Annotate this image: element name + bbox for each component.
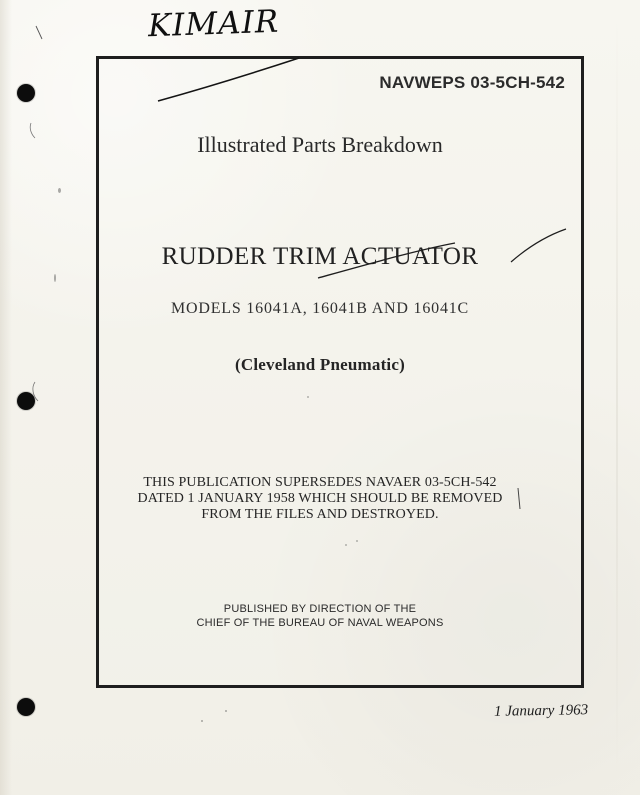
- supersession-line: DATED 1 JANUARY 1958 WHICH SHOULD BE REMOVED: [137, 491, 503, 506]
- left-tick-mark: [36, 26, 42, 39]
- supersession-line: THIS PUBLICATION SUPERSEDES NAVAER 03-5CH-542: [143, 475, 497, 490]
- supersession-notice: [0, 475, 640, 523]
- paper-speck: [225, 710, 227, 712]
- publication-line: PUBLISHED BY DIRECTION OF THE: [223, 603, 417, 615]
- publication-date: 1 January 1963: [493, 702, 589, 720]
- binder-hole-top: [17, 84, 35, 102]
- publication-line: CHIEF OF THE BUREAU OF NAVAL WEAPONS: [196, 617, 444, 629]
- publication-authority: [0, 602, 640, 630]
- manufacturer-name: (Cleveland Pneumatic): [235, 355, 405, 374]
- document-number: NAVWEPS 03-5CH-542: [379, 73, 565, 92]
- paper-speck: [201, 720, 203, 722]
- document-title: RUDDER TRIM ACTUATOR: [161, 243, 479, 270]
- handwritten-note: KIMAIR: [147, 3, 280, 45]
- binder-hole-middle: [17, 392, 35, 410]
- document-subtitle: Illustrated Parts Breakdown: [197, 132, 443, 157]
- model-list: MODELS 16041A, 16041B AND 16041C: [170, 300, 470, 317]
- page-edge-shadow: [0, 0, 12, 795]
- paper-speck: [54, 274, 56, 282]
- supersession-line: FROM THE FILES AND DESTROYED.: [201, 507, 439, 522]
- binder-hole-bottom: [17, 698, 35, 716]
- paper-speck: [58, 188, 61, 193]
